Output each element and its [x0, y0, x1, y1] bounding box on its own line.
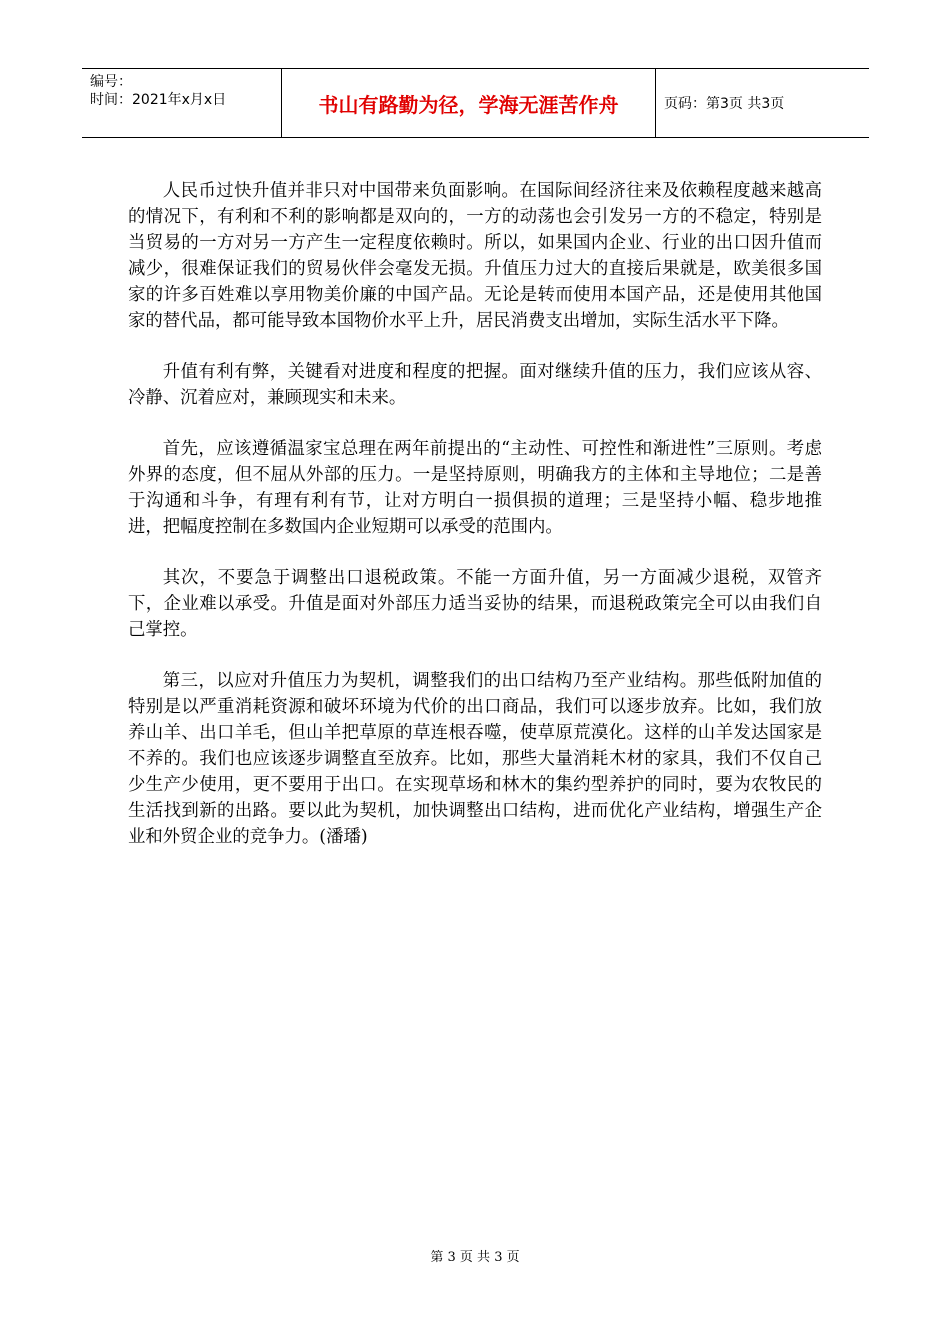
page-footer: 第 3 页 共 3 页 — [430, 1250, 520, 1265]
document-time-label: 时间：2021年x月x日 — [90, 92, 227, 108]
paragraph: 升值有利有弊，关键看对进度和程度的把握。面对继续升值的压力，我们应该从容、冷静、沉着应对，兼顾现实和未来。 — [128, 362, 822, 408]
paragraph: 首先，应该遵循温家宝总理在两年前提出的“主动性、可控性和渐进性”三原则。考虑外界的态度，但不屈从外部的压力。一是坚持原则，明确我方的主体和主导地位；二是善于沟通和斗争，有理有利有节，让对方明白一损俱损的道理；三是坚持小幅、稳步地推进，把幅度控制在多数国内企业短期可以承受的范围内。 — [128, 439, 822, 537]
header-page-info: 页码：第3页 共3页 — [664, 96, 785, 112]
paragraph: 人民币过快升值并非只对中国带来负面影响。在国际间经济往来及依赖程度越来越高的情况下，有利和不利的影响都是双向的，一方的动荡也会引发另一方的不稳定，特别是当贸易的一方对另一方产生一定程度依赖时。所以，如果国内企业、行业的出口因升值而减少，很难保证我们的贸易伙伴会毫发无损。升值压力过大的直接后果就是，欧美很多国家的许多百姓难以享用物美价廉的中国产品。无论是转而使用本国产品，还是使用其他国家的替代品，都可能导致本国物价水平上升，居民消费支出增加，实际生活水平下降。 — [128, 181, 822, 331]
paragraph: 第三，以应对升值压力为契机，调整我们的出口结构乃至产业结构。那些低附加值的特别是以严重消耗资源和破坏环境为代价的出口商品，我们可以逐步放弃。比如，我们放养山羊、出口羊毛，但山羊把草原的草连根吞噬，使草原荒漠化。这样的山羊发达国家是不养的。我们也应该逐步调整直至放弃。比如，那些大量消耗木材的家具，我们不仅自己少生产少使用，更不要用于出口。在实现草场和林木的集约型养护的同时，要为农牧民的生活找到新的出路。要以此为契机，加快调整出口结构，进而优化产业结构，增强生产企业和外贸企业的竞争力。(潘璠) — [128, 671, 822, 847]
paragraph: 其次，不要急于调整出口退税政策。不能一方面升值，另一方面减少退税，双管齐下，企业难以承受。升值是面对外部压力适当妥协的结果，而退税政策完全可以由我们自己掌控。 — [128, 568, 822, 640]
document-header — [82, 68, 869, 138]
document-body — [128, 178, 822, 875]
header-motto: 书山有路勤为径，学海无涯苦作舟 — [282, 69, 656, 137]
document-number-label: 编号： — [90, 74, 132, 90]
header-meta — [82, 69, 282, 137]
